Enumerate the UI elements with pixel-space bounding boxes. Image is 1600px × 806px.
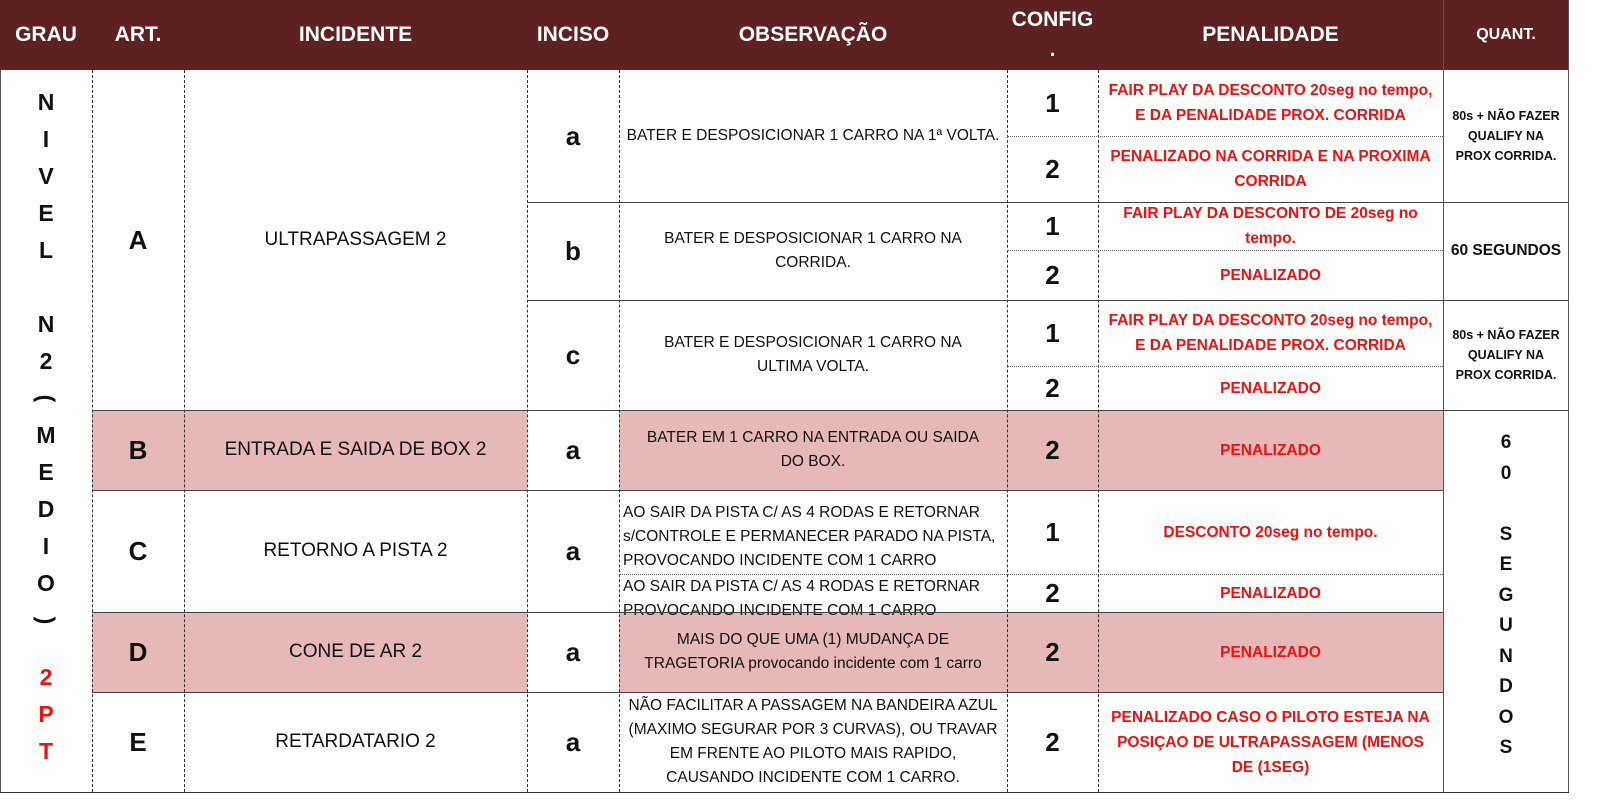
quant-char: S bbox=[1499, 737, 1513, 758]
quant-char: D bbox=[1499, 676, 1513, 697]
incidente-a: ULTRAPASSAGEM 2 bbox=[264, 229, 447, 250]
quant-char bbox=[1443, 489, 1569, 520]
grau-char: I bbox=[42, 533, 50, 559]
grid-vline bbox=[1098, 70, 1099, 792]
grau-char: 2 bbox=[39, 348, 53, 374]
observacao-d-a: MAIS DO QUE UMA (1) MUDANÇA DE TRAGETORIA provocando incidente com 1 carro bbox=[644, 631, 982, 672]
incidente-d: CONE DE AR 2 bbox=[288, 641, 423, 662]
grid-hline-dotted bbox=[1007, 366, 1443, 367]
grau-points-char: 2 bbox=[39, 664, 53, 690]
inciso-d-a: a bbox=[527, 612, 619, 692]
config-value: 1 bbox=[1045, 516, 1060, 547]
grau-char: ( bbox=[33, 394, 60, 403]
inciso-a-a: a bbox=[565, 120, 581, 151]
grau-char: V bbox=[38, 163, 54, 189]
grau-char: L bbox=[38, 237, 54, 263]
config-value: 1 bbox=[1045, 210, 1060, 241]
grau-char: I bbox=[42, 126, 50, 152]
incidente-c: RETORNO A PISTA 2 bbox=[263, 540, 448, 561]
header-grau: GRAU bbox=[0, 0, 92, 70]
grid-hline bbox=[92, 490, 1443, 491]
grau-char: E bbox=[38, 459, 54, 485]
grau-char: E bbox=[38, 200, 54, 226]
grid-hline bbox=[0, 792, 1569, 793]
quant-char: N bbox=[1499, 645, 1513, 667]
art-b: B bbox=[128, 434, 148, 465]
penalidade-text: PENALIZADO bbox=[1220, 379, 1321, 397]
config-value: 2 bbox=[1045, 726, 1060, 757]
config-value: 1 bbox=[1045, 317, 1060, 348]
incidente-b: ENTRADA E SAIDA DE BOX 2 bbox=[224, 439, 487, 460]
penalidade-text: PENALIZADO bbox=[1220, 441, 1321, 459]
penalidade-text: PENALIZADO bbox=[1220, 266, 1321, 284]
grid-vline bbox=[1568, 0, 1569, 792]
penalidade-text: PENALIZADO NA CORRIDA E NA PROXIMA CORRIDA bbox=[1110, 148, 1431, 190]
quant-a-c: 80s + NÃO FAZER QUALIFY NA PROX CORRIDA. bbox=[1452, 328, 1560, 382]
quant-a-b: 60 SEGUNDOS bbox=[1450, 242, 1562, 259]
quant-rest bbox=[1443, 428, 1569, 788]
grid-vline bbox=[619, 70, 620, 792]
penalidade-text: FAIR PLAY DA DESCONTO DE 20seg no tempo. bbox=[1123, 205, 1418, 247]
grau-char: O bbox=[37, 570, 55, 596]
grid-vline bbox=[527, 70, 528, 792]
penalidade-text: DESCONTO 20seg no tempo. bbox=[1163, 523, 1378, 541]
header-config-dot: . bbox=[1049, 38, 1056, 61]
inciso-c-a: a bbox=[565, 535, 581, 566]
config-value: 2 bbox=[1045, 153, 1060, 184]
art-e: E bbox=[129, 726, 147, 757]
quant-char: S bbox=[1499, 523, 1513, 545]
inciso-a-c: c bbox=[565, 339, 581, 370]
header-quant: QUANT. bbox=[1443, 0, 1569, 70]
grid-vline bbox=[1007, 70, 1008, 792]
quant-a-a: 80s + NÃO FAZER QUALIFY NA PROX CORRIDA. bbox=[1452, 109, 1560, 163]
grau-vertical-label bbox=[0, 84, 92, 794]
config-value: 2 bbox=[1045, 259, 1060, 290]
grid-hline bbox=[92, 692, 1443, 693]
quant-char: U bbox=[1499, 615, 1513, 636]
quant-char: O bbox=[1498, 706, 1514, 728]
observacao-b-a: BATER EM 1 CARRO NA ENTRADA OU SAIDA DO BOX. bbox=[646, 429, 980, 470]
grid-hline-dotted bbox=[619, 574, 1443, 575]
penalidade-text: FAIR PLAY DA DESCONTO 20seg no tempo, E DA PENALIDADE PROX. CORRIDA bbox=[1108, 82, 1433, 124]
grau-char: M bbox=[36, 422, 56, 448]
observacao-c-a-2: AO SAIR DA PISTA C/ AS 4 RODAS E RETORNAR PROVOCANDO INCIDENTE COM 1 CARRO bbox=[623, 578, 980, 619]
header-penalidade: PENALIDADE bbox=[1098, 0, 1443, 70]
grid-hline-dotted bbox=[1007, 136, 1443, 137]
observacao-a-c: BATER E DESPOSICIONAR 1 CARRO NA ULTIMA VOLTA. bbox=[664, 334, 962, 375]
quant-char: 0 bbox=[1500, 462, 1512, 484]
observacao-c-a-1: AO SAIR DA PISTA C/ AS 4 RODAS E RETORNAR s/CONTROLE E PERMANECER PARADO NA PISTA, PROVOCANDO INCIDENTE COM 1 CARRO bbox=[623, 504, 996, 569]
config-value: 2 bbox=[1045, 577, 1060, 608]
penalidade-text: PENALIZADO CASO O PILOTO ESTEJA NA POSIÇAO DE ULTRAPASSAGEM (MENOS DE (1SEG) bbox=[1111, 708, 1430, 776]
observacao-a-b: BATER E DESPOSICIONAR 1 CARRO NA CORRIDA. bbox=[664, 230, 962, 271]
incidente-e: RETARDATARIO 2 bbox=[275, 731, 436, 752]
grau-char: N bbox=[37, 89, 55, 115]
inciso-b-a: a bbox=[527, 410, 619, 490]
config-value: 2 bbox=[1045, 434, 1060, 465]
inciso-e-a: a bbox=[565, 726, 581, 757]
quant-char: G bbox=[1498, 584, 1514, 606]
penalidade-text: PENALIZADO bbox=[1220, 643, 1321, 661]
grau-char: ) bbox=[33, 616, 60, 625]
grau-char: N bbox=[37, 311, 55, 337]
header-observacao: OBSERVAÇÃO bbox=[619, 0, 1007, 70]
quant-char: 6 bbox=[1500, 432, 1512, 453]
grid-vline bbox=[184, 70, 185, 792]
art-d: D bbox=[128, 636, 148, 667]
grid-vline bbox=[0, 70, 1, 792]
inciso-a-b: b bbox=[565, 235, 581, 266]
config-value: 2 bbox=[1045, 636, 1060, 667]
quant-char: E bbox=[1499, 554, 1513, 575]
art-c: C bbox=[128, 535, 148, 566]
header-inciso: INCISO bbox=[527, 0, 619, 70]
grid-hline bbox=[92, 612, 1443, 613]
header-config bbox=[1007, 0, 1098, 70]
header-config-label: CONFIG bbox=[1011, 8, 1094, 31]
grid-vline bbox=[1443, 0, 1444, 792]
grau-char: D bbox=[37, 496, 55, 522]
grid-hline bbox=[92, 410, 1569, 411]
grau-points-char: T bbox=[38, 738, 54, 764]
penalidade-text: PENALIZADO bbox=[1220, 584, 1321, 602]
config-value: 2 bbox=[1045, 372, 1060, 403]
grau-char bbox=[0, 269, 92, 306]
header-art: ART. bbox=[92, 0, 184, 70]
grid-hline bbox=[527, 202, 1569, 203]
penalidade-text: FAIR PLAY DA DESCONTO 20seg no tempo, E DA PENALIDADE PROX. CORRIDA bbox=[1108, 312, 1433, 354]
grid-vline bbox=[92, 70, 93, 792]
header-incidente: INCIDENTE bbox=[184, 0, 527, 70]
grau-points-char: P bbox=[38, 701, 54, 727]
grid-hline bbox=[527, 300, 1569, 301]
art-a: A bbox=[128, 224, 148, 255]
grid-hline-dotted bbox=[1007, 250, 1443, 251]
observacao-a-a: BATER E DESPOSICIONAR 1 CARRO NA 1ª VOLTA. bbox=[626, 127, 1000, 144]
config-value: 1 bbox=[1045, 87, 1060, 118]
observacao-e-a: NÃO FACILITAR A PASSAGEM NA BANDEIRA AZUL (MAXIMO SEGURAR POR 3 CURVAS), OU TRAVAR EM FRENTE AO PILOTO MAIS RAPIDO, CAUSANDO INCIDENTE COM 1 CARRO. bbox=[628, 697, 998, 786]
